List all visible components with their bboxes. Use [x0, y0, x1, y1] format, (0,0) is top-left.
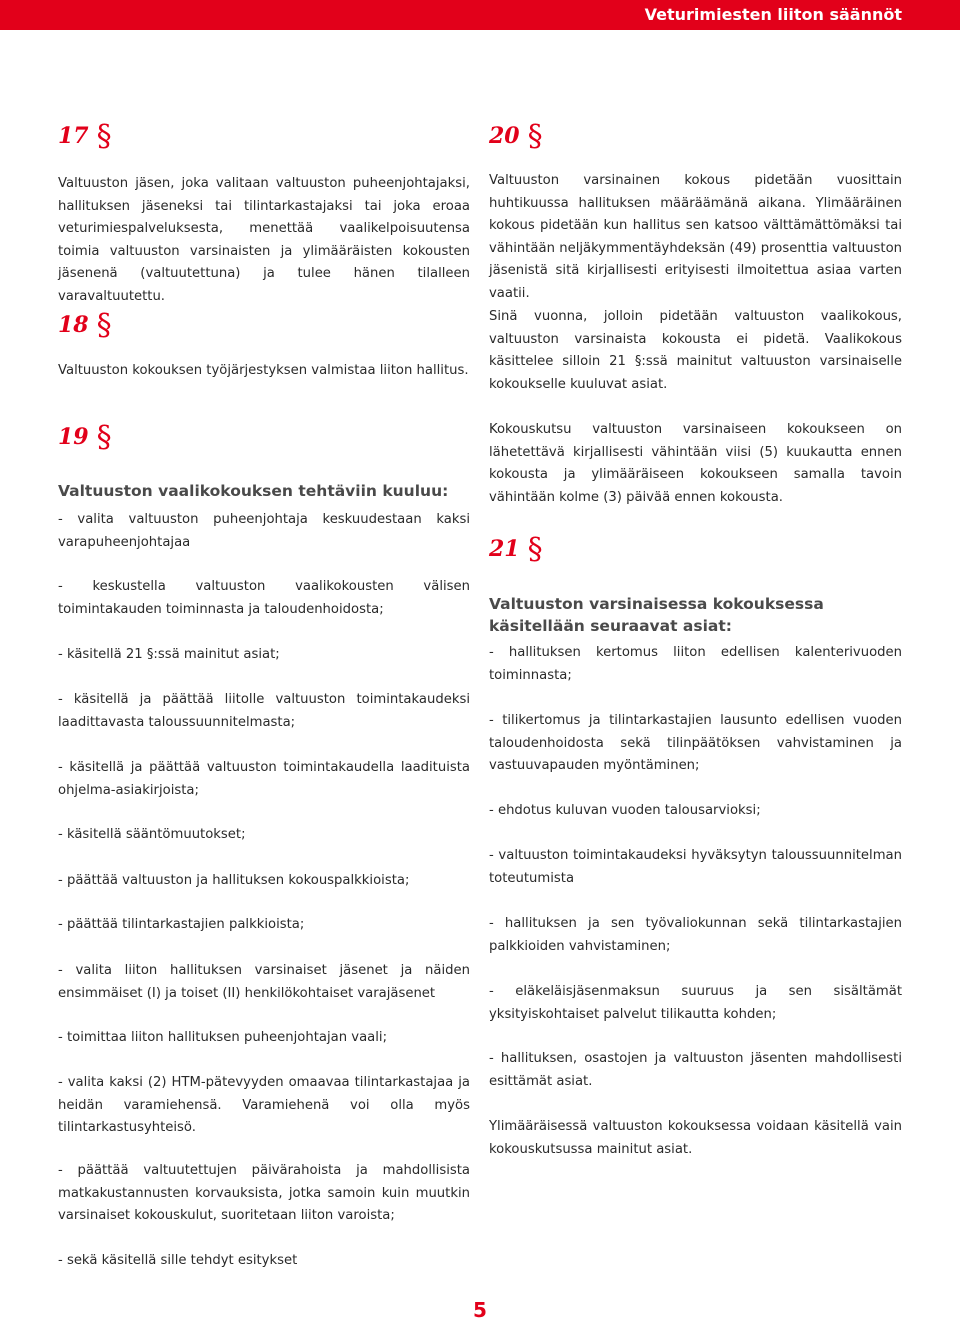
section-21-subheading: Valtuuston varsinaisessa kokouksessa käsitellään seuraavat asiat:	[489, 595, 824, 635]
list-item: - valita valtuuston puheenjohtaja keskuudestaan kaksi varapuheenjohtajaa	[58, 512, 470, 550]
list-item: - käsitellä ja päättää liitolle valtuuston toimintakaudeksi laadittavasta taloussuunnitelmasta;	[58, 692, 470, 730]
section-20	[489, 119, 902, 153]
closing-paragraph: Ylimääräisessä valtuuston kokouksessa voidaan käsitellä vain kokouskutsussa mainitut asiat.	[489, 1119, 902, 1157]
section-20-paragraph: Valtuuston varsinainen kokous pidetään vuosittain huhtikuussa hallituksen määräämänä aikana. Ylimääräinen kokous pidetään kun hallitus sen katsoo välttämättömäksi tai vähintään neljäkymmentäyhdeksän (49) prosenttia valtuuston jäsenistä sitä kirjallisesti erityisesti ilmoitettua asiaa varten vaatii.	[489, 173, 902, 301]
document-title: Veturimiesten liiton säännöt	[644, 5, 902, 24]
section-sign-icon: §	[527, 119, 543, 154]
list-item: - hallituksen, osastojen ja valtuuston jäsenten mahdollisesti esittämät asiat.	[489, 1051, 902, 1089]
section-number: 18	[58, 312, 89, 338]
list-item: - eläkeläisjäsenmaksun suuruus ja sen sisältämät yksityiskohtaiset palvelut tilikautta kohden;	[489, 984, 902, 1022]
section-sign-icon: §	[527, 532, 543, 567]
list-item: - päättää valtuuston ja hallituksen kokouspalkkioista;	[58, 873, 410, 888]
section-18-text: Valtuuston kokouksen työjärjestyksen valmistaa liiton hallitus.	[58, 363, 469, 378]
section-21-heading	[489, 532, 902, 566]
right-column	[489, 0, 902, 1323]
list-item: - käsitellä sääntömuutokset;	[58, 827, 246, 842]
section-21	[489, 532, 902, 566]
section-17	[58, 119, 470, 308]
section-19-subheading: Valtuuston vaalikokouksen tehtäviin kuuluu:	[58, 482, 449, 500]
list-item: - ehdotus kuluvan vuoden talousarvioksi;	[489, 803, 761, 818]
list-item: - päättää valtuutettujen päivärahoista ja mahdollisista matkakustannusten korvauksista, jotka samoin kuin muutkin varsinaiset kokouskulut, suoritetaan liiton varoista;	[58, 1163, 470, 1223]
section-20-heading	[489, 119, 902, 153]
section-17-text: Valtuuston jäsen, joka valitaan valtuuston puheenjohtajaksi, hallituksen jäseneksi tai tilintarkastajaksi tai joka eroaa veturimiespalveluksesta, menettää vaalikelpoisuutensa toimia valtuuston varsinaisten ja ylimääräisten kokousten jäsenenä (valtuutettuna) ja tulee hänen tilalleen varavaltuutettu.	[58, 176, 470, 304]
section-18-heading	[58, 308, 470, 342]
list-item: - toimittaa liiton hallituksen puheenjohtajan vaali;	[58, 1030, 388, 1045]
list-item: - sekä käsitellä sille tehdyt esitykset	[58, 1253, 298, 1268]
list-item: - päättää tilintarkastajien palkkioista;	[58, 917, 305, 932]
section-sign-icon: §	[96, 308, 112, 343]
list-item: - tilikertomus ja tilintarkastajien lausunto edellisen vuoden taloudenhoidosta sekä tilinpäätöksen vahvistaminen ja vastuuvapauden myöntäminen;	[489, 713, 902, 773]
page-number: 5	[473, 1298, 487, 1322]
section-20-paragraph: Sinä vuonna, jolloin pidetään valtuuston vaalikokous, valtuuston varsinaista kokousta ei pidetä. Vaalikokous käsittelee silloin 21 §:ssä mainitut valtuuston varsinaiselle kokoukselle kuuluvat asiat.	[489, 309, 902, 392]
section-19-heading	[58, 420, 470, 454]
section-sign-icon: §	[96, 420, 112, 455]
section-19	[58, 420, 470, 454]
list-item: - keskustella valtuuston vaalikokousten välisen toimintakauden toiminnasta ja taloudenhoidosta;	[58, 579, 470, 617]
section-sign-icon: §	[96, 119, 112, 154]
section-17-heading	[58, 119, 470, 153]
list-item: - käsitellä ja päättää valtuuston toimintakaudella laadituista ohjelma-asiakirjoista;	[58, 760, 470, 798]
list-item: - käsitellä 21 §:ssä mainitut asiat;	[58, 647, 280, 662]
list-item: - hallituksen ja sen työvaliokunnan sekä tilintarkastajien palkkioiden vahvistaminen;	[489, 916, 902, 954]
section-number: 17	[58, 123, 89, 149]
list-item: - valita liiton hallituksen varsinaiset jäsenet ja näiden ensimmäiset (I) ja toiset (II) henkilökohtaiset varajäsenet	[58, 963, 470, 1001]
list-item: - valita kaksi (2) HTM-pätevyyden omaavaa tilintarkastajaa ja heidän varamiehensä. Varamiehenä voi olla myös tilintarkastusyhteisö.	[58, 1075, 470, 1135]
list-item: - hallituksen kertomus liiton edellisen kalenterivuoden toiminnasta;	[489, 645, 902, 683]
left-column	[58, 0, 470, 1323]
section-number: 21	[489, 536, 520, 562]
section-number: 19	[58, 424, 89, 450]
section-20-paragraph: Kokouskutsu valtuuston varsinaiseen kokoukseen on lähetettävä kirjallisesti vähintään viisi (5) kuukautta ennen kokousta ja ylimääräiseen kokoukseen samalla tavoin vähintään kolme (3) päivää ennen kokousta.	[489, 422, 902, 505]
section-18	[58, 308, 470, 383]
section-number: 20	[489, 123, 520, 149]
list-item: - valtuuston toimintakaudeksi hyväksytyn taloussuunnitelman toteutumista	[489, 848, 902, 886]
